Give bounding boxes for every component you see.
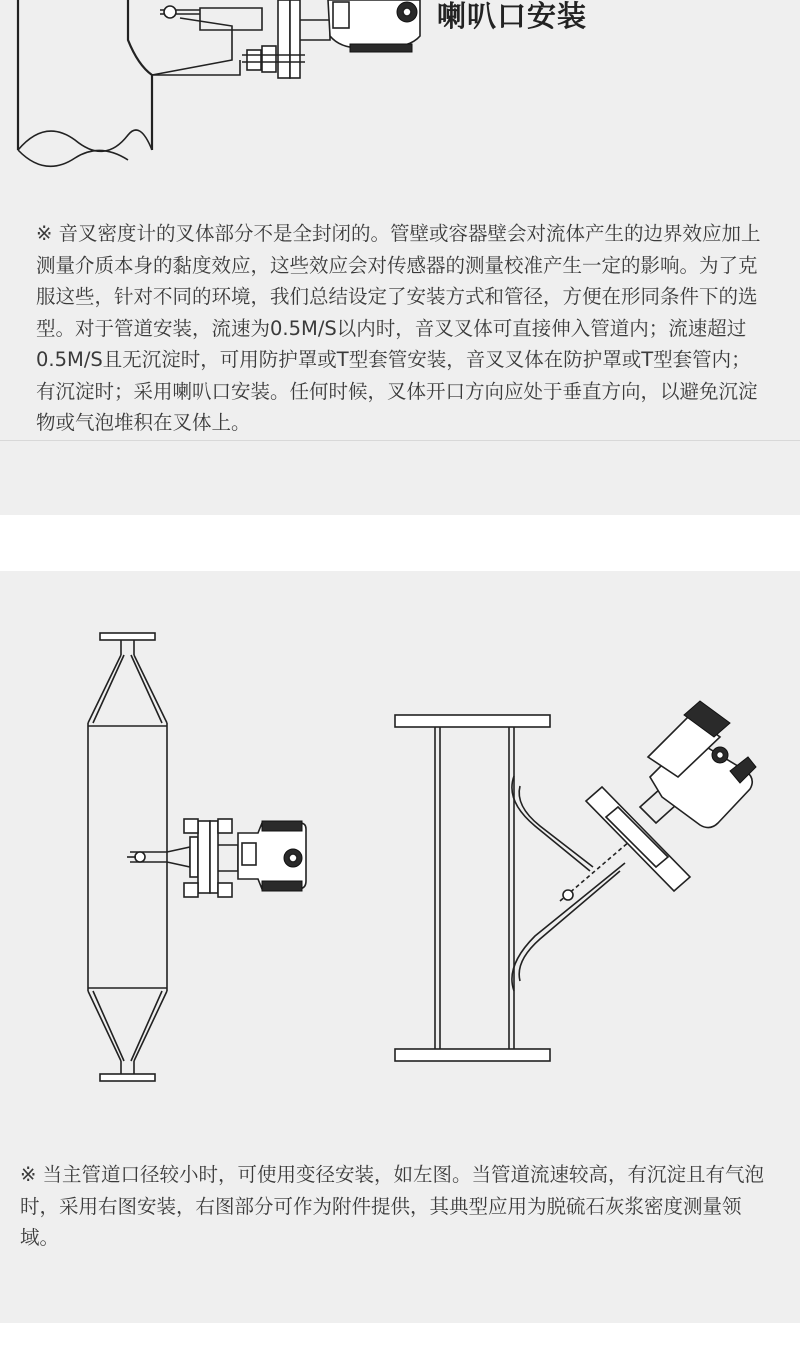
reducer-and-bypass-panel <box>0 571 800 1323</box>
reducer-bypass-notes-paragraph: ※ 当主管道口径较小时，可使用变径安装，如左图。当管道流速较高，有沉淀且有气泡时，采用右图安装，右图部分可作为附件提供，其典型应用为脱硫石灰浆密度测量领域。 <box>20 1163 765 1249</box>
bell-mouth-installation-drawing <box>0 0 800 200</box>
reducer-and-bypass-drawings <box>0 571 800 1131</box>
divider-line <box>0 440 800 441</box>
installation-notes-paragraph: ※ 音叉密度计的叉体部分不是全封闭的。管壁或容器壁会对流体产生的边界效应加上测量介质本身的黏度效应，这些效应会对传感器的测量校准产生一定的影响。为了克服这些，针对不同的环境，我们总结设定了安装方式和管径，方便在形同条件下的选型。对于管道安装，流速为0.5M/S以内时，音叉叉体可直接伸入管道内；流速超过0.5M/S且无沉淀时，可用防护罩或T型套管安装，音叉叉体在防护罩或T型套管内；有沉淀时；采用喇叭口安装。任何时候，叉体开口方向应处于垂直方向，以避免沉淀物或气泡堆积在叉体上。 <box>36 222 761 434</box>
reducer-installation-drawing <box>88 633 306 1081</box>
bypass-installation-drawing <box>395 701 756 1061</box>
bell-mouth-installation-panel <box>0 0 800 515</box>
bell-mouth-caption: 喇叭口安装 <box>437 0 588 33</box>
